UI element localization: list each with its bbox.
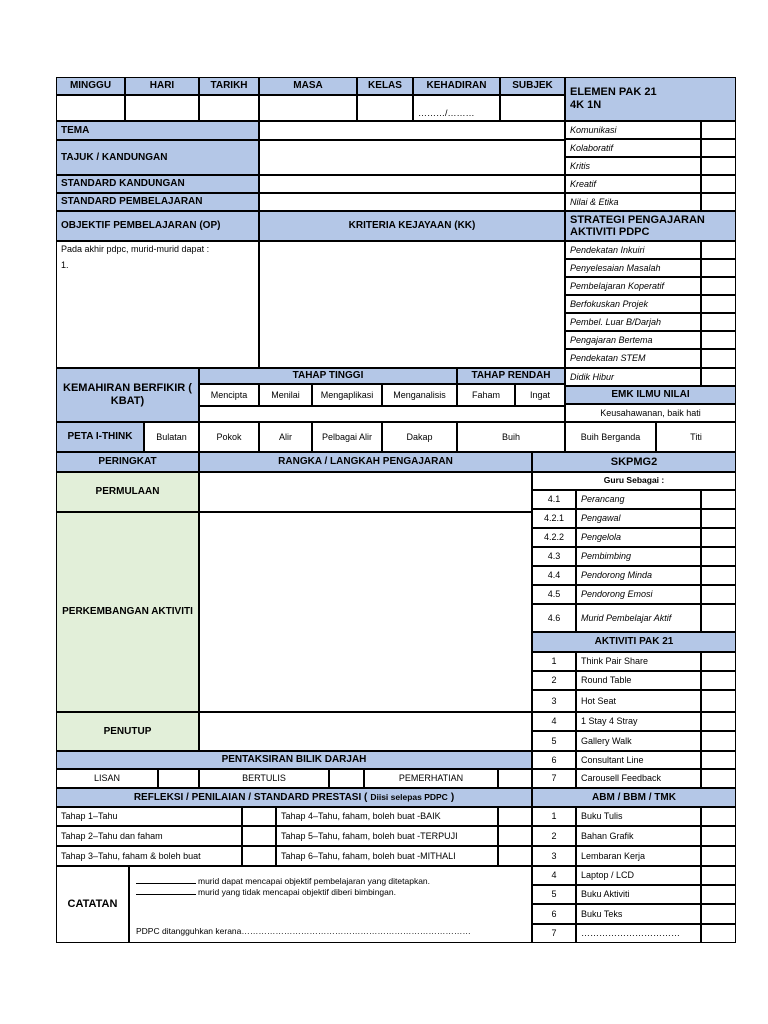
hari-header: HARI (125, 77, 199, 95)
kelas-header: KELAS (357, 77, 413, 95)
skpmg2-no: 4.1 (532, 490, 576, 509)
strategi-check[interactable] (701, 349, 736, 368)
skpmg2-check[interactable] (701, 528, 736, 547)
strategi-item: Penyelesaian Masalah (565, 259, 701, 277)
catatan-label: CATATAN (56, 866, 129, 943)
aktiviti-check[interactable] (701, 751, 736, 769)
elemen-check[interactable] (701, 157, 736, 175)
tahap-5: Tahap 5–Tahu, faham, boleh buat -TERPUJI (276, 826, 498, 846)
peta-pelbagai-alir[interactable]: Pelbagai Alir (312, 422, 382, 452)
abm-check[interactable] (701, 826, 736, 846)
elemen-check[interactable] (701, 175, 736, 193)
aktiviti-label: Carousell Feedback (576, 769, 701, 788)
abm-check[interactable] (701, 846, 736, 866)
catatan-line-1 (136, 877, 430, 887)
skpmg2-check[interactable] (701, 585, 736, 604)
kbat-label: KEMAHIRAN BERFIKIR ( KBAT) (56, 368, 199, 422)
subjek-value[interactable] (500, 95, 565, 121)
penutup-content[interactable] (199, 712, 532, 751)
aktiviti-no: 3 (532, 690, 576, 712)
tema-label: TEMA (56, 121, 259, 140)
tahap-5-check[interactable] (498, 826, 532, 846)
strategi-check[interactable] (701, 241, 736, 259)
abm-check[interactable] (701, 924, 736, 943)
minggu-header: MINGGU (56, 77, 125, 95)
standard-kandungan-label: STANDARD KANDUNGAN (56, 175, 259, 193)
abm-check[interactable] (701, 866, 736, 885)
aktiviti-title: AKTIVITI PAK 21 (532, 632, 736, 652)
kbat-menilai[interactable]: Menilai (259, 384, 312, 406)
skpmg2-check[interactable] (701, 509, 736, 528)
abm-label: Bahan Grafik (576, 826, 701, 846)
refleksi-title-text: REFLEKSI / PENILAIAN / STANDARD PRESTASI ( (133, 791, 368, 803)
strategi-check[interactable] (701, 259, 736, 277)
catatan-line-1-text: murid dapat mencapai objektif pembelajaran yang ditetapkan. (198, 876, 431, 886)
abm-label: Buku Aktiviti (576, 885, 701, 904)
strategi-item: Berfokuskan Projek (565, 295, 701, 313)
peta-pokok[interactable]: Pokok (199, 422, 259, 452)
permulaan-content[interactable] (199, 472, 532, 512)
abm-title: ABM / BBM / TMK (532, 788, 736, 807)
subjek-header: SUBJEK (500, 77, 565, 95)
strategi-check[interactable] (701, 331, 736, 349)
elemen-item: Kreatif (565, 175, 701, 193)
minggu-value[interactable] (56, 95, 125, 121)
kbat-mencipta[interactable]: Mencipta (199, 384, 259, 406)
tahap-4: Tahap 4–Tahu, faham, boleh buat -BAIK (276, 807, 498, 826)
kbat-mengaplikasi[interactable]: Mengaplikasi (312, 384, 382, 406)
permulaan-label: PERMULAAN (56, 472, 199, 512)
aktiviti-no: 2 (532, 671, 576, 690)
abm-check[interactable] (701, 885, 736, 904)
peta-bulatan[interactable]: Bulatan (144, 422, 199, 452)
strategi-item: Pendekatan STEM (565, 349, 701, 368)
elemen-pak21-header (565, 77, 736, 121)
aktiviti-check[interactable] (701, 712, 736, 731)
kbat-faham[interactable]: Faham (457, 384, 515, 406)
skpmg2-no: 4.6 (532, 604, 576, 632)
skpmg2-check[interactable] (701, 490, 736, 509)
tahap-1-check[interactable] (242, 807, 276, 826)
abm-label[interactable]: …………………………… (576, 924, 701, 943)
peringkat-header: PERINGKAT (56, 452, 199, 472)
strategi-item: Pembel. Luar B/Darjah (565, 313, 701, 331)
emk-title: EMK ILMU NILAI (565, 386, 736, 404)
pentaksiran-bertulis: BERTULIS (199, 769, 329, 788)
elemen-check[interactable] (701, 139, 736, 157)
strategi-check[interactable] (701, 313, 736, 331)
aktiviti-no: 1 (532, 652, 576, 671)
kbat-ingat[interactable]: Ingat (515, 384, 565, 406)
strategi-check[interactable] (701, 295, 736, 313)
aktiviti-no: 6 (532, 751, 576, 769)
elemen-item: Komunikasi (565, 121, 701, 139)
abm-label: Lembaran Kerja (576, 846, 701, 866)
skpmg2-check[interactable] (701, 547, 736, 566)
catatan-blank-2[interactable] (136, 894, 196, 895)
aktiviti-check[interactable] (701, 671, 736, 690)
emk-value[interactable]: Keusahawanan, baik hati (565, 404, 736, 422)
masa-header: MASA (259, 77, 357, 95)
aktiviti-check[interactable] (701, 731, 736, 751)
elemen-line2: 4K 1N (570, 99, 602, 111)
skpmg2-label: Pendorong Minda (576, 566, 701, 585)
skpmg2-check[interactable] (701, 566, 736, 585)
pentaksiran-title: PENTAKSIRAN BILIK DARJAH (56, 751, 532, 769)
skpmg2-no: 4.5 (532, 585, 576, 604)
strategi-check[interactable] (701, 368, 736, 386)
aktiviti-no: 5 (532, 731, 576, 751)
skpmg2-label: Murid Pembelajar Aktif (576, 604, 701, 632)
perkembangan-content[interactable] (199, 512, 532, 712)
tahap-1: Tahap 1–Tahu (56, 807, 242, 826)
skpmg2-title: SKPMG2 (532, 452, 736, 472)
tahap-2: Tahap 2–Tahu dan faham (56, 826, 242, 846)
abm-label: Buku Teks (576, 904, 701, 924)
tahap-4-check[interactable] (498, 807, 532, 826)
skpmg2-label: Pembimbing (576, 547, 701, 566)
skpmg2-label: Pengelola (576, 528, 701, 547)
aktiviti-no: 7 (532, 769, 576, 788)
perkembangan-label: PERKEMBANGAN AKTIVITI (56, 512, 199, 712)
abm-check[interactable] (701, 807, 736, 826)
skpmg2-check[interactable] (701, 604, 736, 632)
kriteria-label: KRITERIA KEJAYAAN (KK) (259, 211, 565, 241)
kriteria-content[interactable] (259, 241, 565, 368)
skpmg2-no: 4.2.1 (532, 509, 576, 528)
tahap-rendah-header: TAHAP RENDAH (457, 368, 565, 384)
aktiviti-check[interactable] (701, 652, 736, 671)
tahap-6-check[interactable] (498, 846, 532, 866)
aktiviti-label: 1 Stay 4 Stray (576, 712, 701, 731)
hari-value[interactable] (125, 95, 199, 121)
objektif-label: OBJEKTIF PEMBELAJARAN (OP) (56, 211, 259, 241)
aktiviti-check[interactable] (701, 769, 736, 788)
objektif-content[interactable] (56, 241, 259, 368)
peta-alir[interactable]: Alir (259, 422, 312, 452)
kehadiran-value[interactable]: ………/……… (413, 95, 500, 121)
pentaksiran-pemerhatian: PEMERHATIAN (364, 769, 498, 788)
strategi-item: Pendekatan Inkuiri (565, 241, 701, 259)
tahap-3: Tahap 3–Tahu, faham & boleh buat (56, 846, 242, 866)
refleksi-title-note: Diisi selepas PDPC (370, 791, 448, 802)
tarikh-value[interactable] (199, 95, 259, 121)
catatan-line-2-text: murid yang tidak mencapai objektif diberi bimbingan. (198, 886, 396, 897)
skpmg2-no: 4.3 (532, 547, 576, 566)
elemen-item: Kritis (565, 157, 701, 175)
aktiviti-label: Consultant Line (576, 751, 701, 769)
standard-kandungan-value[interactable] (259, 175, 565, 193)
elemen-item: Nilai & Etika (565, 193, 701, 211)
skpmg2-label: Perancang (576, 490, 701, 509)
tajuk-value[interactable] (259, 140, 565, 175)
elemen-item: Kolaboratif (565, 139, 701, 157)
peta-titi[interactable]: Titi (656, 422, 736, 452)
abm-label: Buku Tulis (576, 807, 701, 826)
refleksi-title-end: ) (450, 791, 455, 803)
skpmg2-no: 4.2.2 (532, 528, 576, 547)
aktiviti-check[interactable] (701, 690, 736, 712)
kbat-spacer (199, 406, 565, 422)
aktiviti-no: 4 (532, 712, 576, 731)
skpmg2-label: Pendorong Emosi (576, 585, 701, 604)
catatan-content[interactable] (129, 866, 532, 943)
skpmg2-label: Pengawal (576, 509, 701, 528)
abm-check[interactable] (701, 904, 736, 924)
lesson-plan-form (56, 77, 736, 943)
catatan-line-3: PDPC ditangguhkan kerana……………………………………………………………………… (136, 926, 471, 937)
aktiviti-label: Hot Seat (576, 690, 701, 712)
standard-pembelajaran-label: STANDARD PEMBELAJARAN (56, 193, 259, 211)
tahap-3-check[interactable] (242, 846, 276, 866)
guru-sebagai: Guru Sebagai : (532, 472, 736, 490)
abm-no: 6 (532, 904, 576, 924)
strategi-item: Pengajaran Bertema (565, 331, 701, 349)
lisan-check[interactable] (158, 769, 199, 788)
rangka-header: RANGKA / LANGKAH PENGAJARAN (199, 452, 532, 472)
elemen-check[interactable] (701, 193, 736, 211)
peta-label: PETA I-THINK (56, 422, 144, 452)
elemen-check[interactable] (701, 121, 736, 139)
abm-no: 3 (532, 846, 576, 866)
op-item-1: 1. (61, 260, 69, 271)
abm-label: Laptop / LCD (576, 866, 701, 885)
abm-no: 2 (532, 826, 576, 846)
abm-no: 4 (532, 866, 576, 885)
tahap-2-check[interactable] (242, 826, 276, 846)
kbat-menganalisis[interactable]: Menganalisis (382, 384, 457, 406)
tarikh-header: TARIKH (199, 77, 259, 95)
op-intro: Pada akhir pdpc, murid-murid dapat : (61, 244, 210, 254)
peta-buih[interactable]: Buih (457, 422, 565, 452)
strategi-title: STRATEGI PENGAJARAN AKTIVITI PDPC (565, 211, 736, 241)
standard-pembelajaran-value[interactable] (259, 193, 565, 211)
tema-value[interactable] (259, 121, 565, 140)
pentaksiran-lisan: LISAN (56, 769, 158, 788)
aktiviti-label: Gallery Walk (576, 731, 701, 751)
peta-buih-berganda[interactable]: Buih Berganda (565, 422, 656, 452)
catatan-lines (136, 877, 430, 898)
kelas-value[interactable] (357, 95, 413, 121)
kehadiran-header: KEHADIRAN (413, 77, 500, 95)
strategi-item: Didik Hibur (565, 368, 701, 386)
catatan-line-2 (136, 888, 430, 898)
abm-no: 5 (532, 885, 576, 904)
abm-no: 1 (532, 807, 576, 826)
tahap-6: Tahap 6–Tahu, faham, boleh buat -MITHALI (276, 846, 498, 866)
abm-no: 7 (532, 924, 576, 943)
bertulis-check[interactable] (329, 769, 364, 788)
tahap-tinggi-header: TAHAP TINGGI (199, 368, 457, 384)
masa-value[interactable] (259, 95, 357, 121)
aktiviti-label: Round Table (576, 671, 701, 690)
catatan-blank-1[interactable] (136, 883, 196, 884)
peta-dakap[interactable]: Dakap (382, 422, 457, 452)
elemen-line1: ELEMEN PAK 21 (570, 86, 657, 99)
aktiviti-label: Think Pair Share (576, 652, 701, 671)
refleksi-title (56, 788, 532, 807)
penutup-label: PENUTUP (56, 712, 199, 751)
tajuk-label: TAJUK / KANDUNGAN (56, 140, 259, 175)
skpmg2-no: 4.4 (532, 566, 576, 585)
pemerhatian-check[interactable] (498, 769, 532, 788)
strategi-item: Pembelajaran Koperatif (565, 277, 701, 295)
strategi-check[interactable] (701, 277, 736, 295)
